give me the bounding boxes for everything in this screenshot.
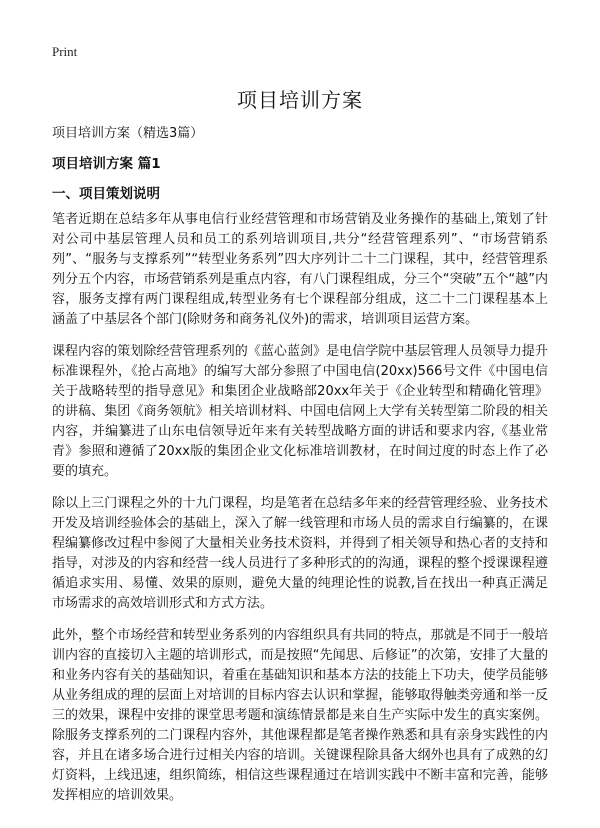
section-title: 项目培训方案 篇1	[52, 156, 161, 172]
paragraph: 此外，整个市场经营和转型业务系列的内容组织具有共同的特点，那就是不同于一般培训内容的直接切入主题的培训形式，而是按照“先闻思、后修证”的次第，安排了大量的和业务内容有关的基础知识，着重在基础知识和基本方法的技能上下功夫，使学员能够从业务组成的理的层面上对培训的目标内容去认识和掌握，能够取得触类旁通和举一反三的效果，课程中安排的课堂思考题和演练情景都是来自生产实际中发生的真实案例。除服务支撑系列的二门课程内容外，其他课程都是笔者操作熟悉和具有亲身实践性的内容，并且在诸多场合进行过相关内容的培训。关键课程除具备大纲外也具有了成熟的幻灯资料，上线迅速，组织简练，相信这些课程通过在培训实践中不断丰富和完善，能够发挥相应的培训效果。	[52, 628, 548, 803]
print-link[interactable]: Print	[52, 44, 78, 59]
paragraph: 除以上三门课程之外的十九门课程，均是笔者在总结多年来的经营管理经验、业务技术开发及培训经验体会的基础上，深入了解一线管理和市场人员的需求自行编纂的，在课程编纂修改过程中参阅了大量相关业务技术资料，并得到了相关领导和热心者的支持和指导，对涉及的内容和经营一线人员进行了多种形式的的沟通，课程的整个授课课程遵循追求实用、易懂、效果的原则，避免大量的纯理论性的说教,旨在找出一种真正满足市场需求的高效培训形式和方式方法。	[52, 496, 548, 611]
page-title: 项目培训方案	[237, 88, 363, 112]
document-body	[52, 210, 548, 818]
document-subtitle: 项目培训方案（精选3篇）	[52, 126, 204, 141]
paragraph: 笔者近期在总结多年从事电信行业经营管理和市场营销及业务操作的基础上,策划了针对公司中基层管理人员和员工的系列培训项目,共分“经营管理系列”、“市场营销系列”、“服务与支撑系列”“转型业务系列”四大序列计二十二门课程，其中，经营管理系列分五个内容，市场营销系列是重点内容，有八门课程组成，分三个“突破”五个“越”内容，服务支撑有两门课程组成,转型业务有七个课程部分组成，这二十二门课程基本上涵盖了中基层各个部门(除财务和商务礼仪外)的需求，培训项目运营方案。	[52, 212, 548, 327]
paragraph: 课程内容的策划除经营管理系列的《蓝心蓝剑》是电信学院中基层管理人员领导力提升标准课程外，《抢占高地》的编写大部分参照了中国电信(20xx)566号文件《中国电信关于战略转型的指导意见》和集团企业战略部20xx年关于《企业转型和精确化管理》的讲稿、集团《商务领航》相关培训材料、中国电信网上大学有关转型第二阶段的相关内容，并编纂进了山东电信领导近年来有关转型战略方面的讲话和要求内容,《基业常青》参照和遵循了20xx版的集团企业文化标准培训教材，在时间过度的时态上作了必要的填充。	[52, 344, 548, 479]
subsection-title: 一、项目策划说明	[52, 186, 160, 202]
